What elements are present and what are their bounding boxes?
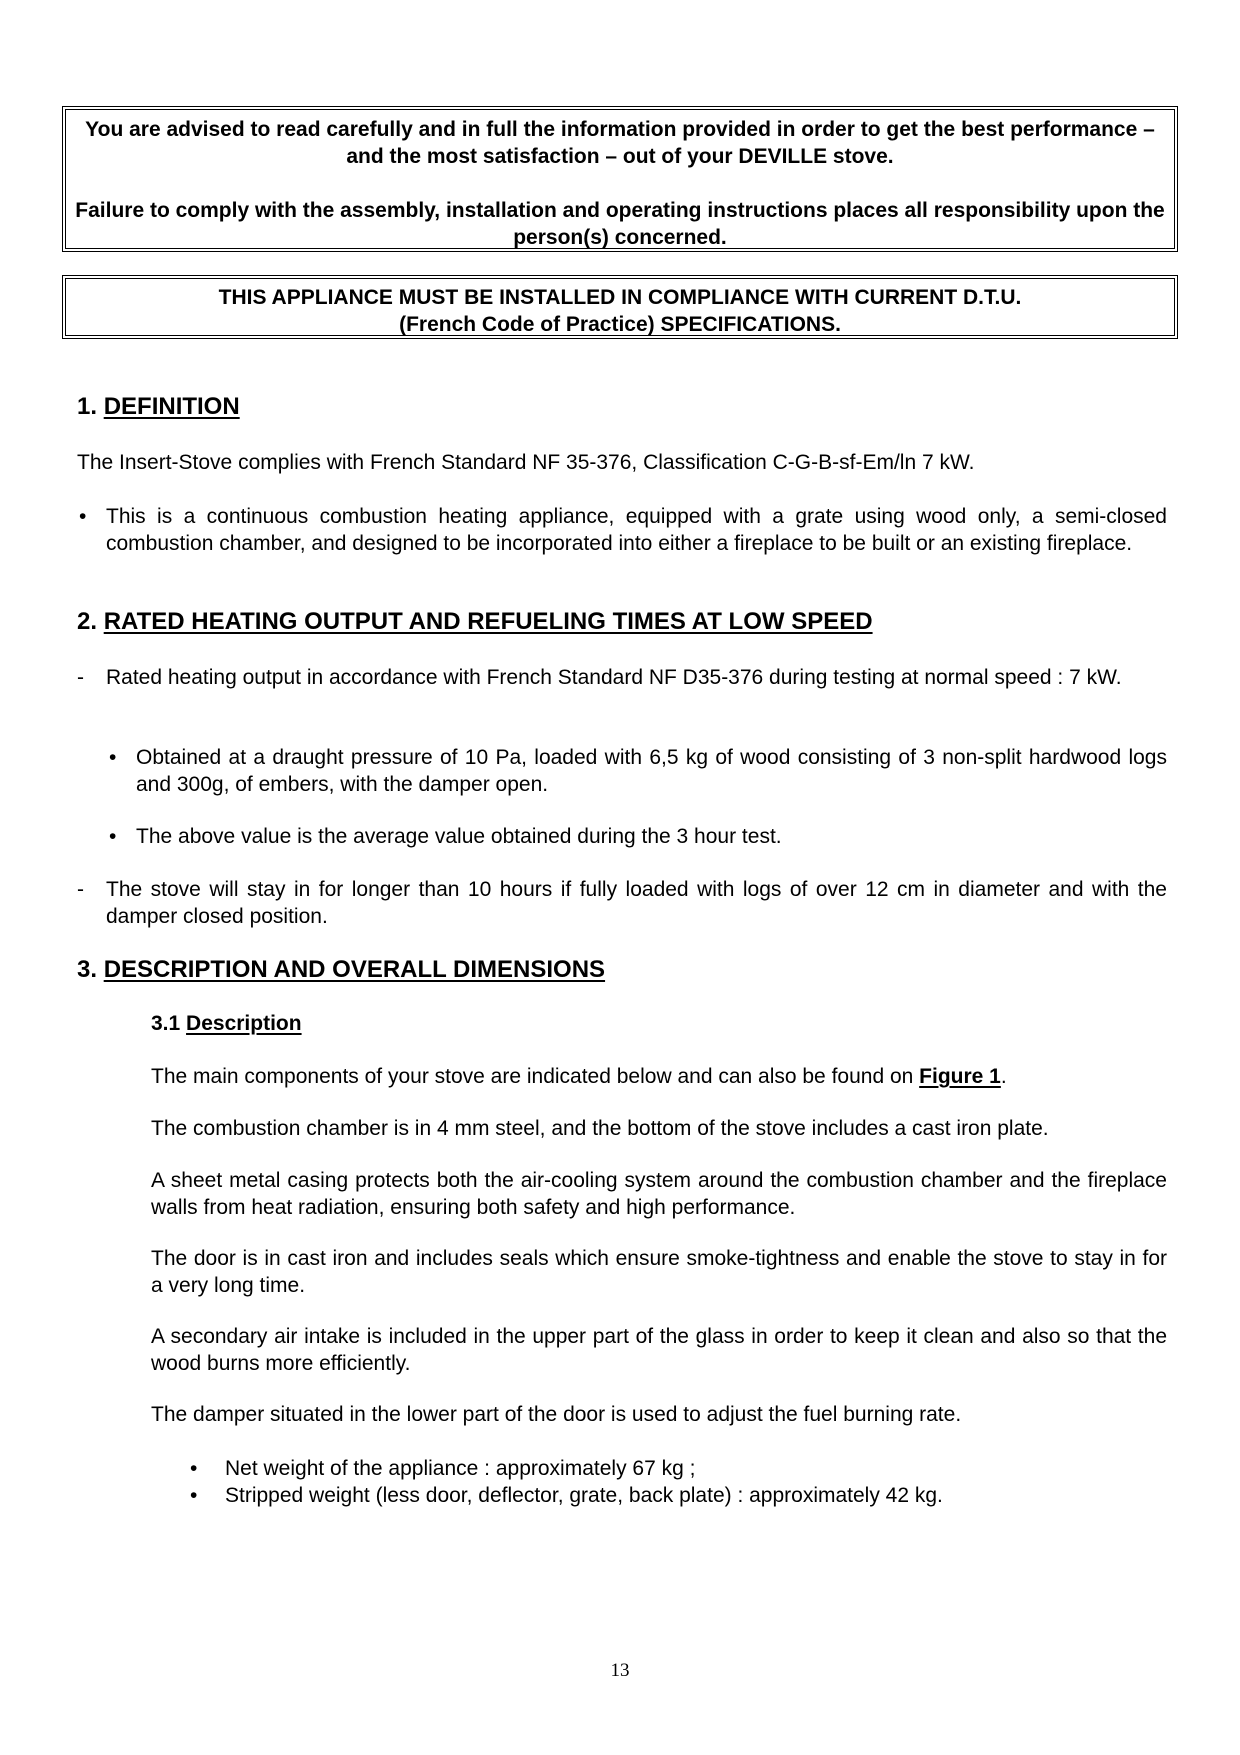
compliance-notice-line-1: THIS APPLIANCE MUST BE INSTALLED IN COMPLIANCE WITH CURRENT D.T.U.: [218, 286, 1022, 309]
advice-notice-text: You are advised to read carefully and in full the information provided in order to get the best performance – and the most satisfaction – out of your DEVILLE stove.: [85, 118, 1155, 168]
subsection-3-1-number: 3.1: [151, 1012, 181, 1035]
section-2-sub-bullet-1: [107, 745, 1167, 799]
subsection-3-1-title: Description: [186, 1012, 302, 1035]
weight-bullet-2: [190, 1483, 1167, 1510]
description-paragraph-6: The damper situated in the lower part of the door is used to adjust the fuel burning rate.: [151, 1403, 962, 1426]
description-paragraph-3: A sheet metal casing protects both the air-cooling system around the combustion chamber and the fireplace walls from heat radiation, ensuring both safety and high performance.: [151, 1169, 1167, 1219]
page-number: 13: [610, 1660, 630, 1681]
net-weight-text: Net weight of the appliance : approximately 67 kg ;: [225, 1457, 696, 1480]
stripped-weight-text: Stripped weight (less door, deflector, grate, back plate) : approximately 42 kg.: [225, 1484, 943, 1507]
figure-1-reference: Figure 1: [919, 1065, 1001, 1088]
description-paragraph-4: The door is in cast iron and includes seals which ensure smoke-tightness and enable the stove to stay in for a very long time.: [151, 1247, 1167, 1297]
compliance-notice-box: [62, 275, 1178, 339]
bullet-mark: •: [190, 1457, 198, 1480]
paragraph-1-text: The main components of your stove are indicated below and can also be found on: [151, 1065, 920, 1088]
compliance-notice-line-2: (French Code of Practice) SPECIFICATIONS.: [399, 313, 841, 336]
section-2-title: RATED HEATING OUTPUT AND REFUELING TIMES AT LOW SPEED: [103, 608, 873, 635]
section-2-item-1-text: Rated heating output in accordance with French Standard NF D35-376 during testing at normal speed : 7 kW.: [106, 666, 1122, 689]
section-3-heading: [77, 955, 605, 985]
section-1-title: DEFINITION: [103, 393, 240, 420]
weight-bullet-1: [190, 1456, 1167, 1483]
section-2-sub-bullet-2: [107, 824, 1167, 851]
description-paragraph-5: A secondary air intake is included in the upper part of the glass in order to keep it clean and also so that the wood burns more efficiently.: [151, 1325, 1167, 1375]
paragraph-1-end: .: [1000, 1065, 1007, 1088]
section-3-title: DESCRIPTION AND OVERALL DIMENSIONS: [103, 956, 606, 983]
section-1-intro: The Insert-Stove complies with French Standard NF 35-376, Classification C-G-B-sf-Em/ln 7 kW.: [77, 451, 975, 474]
section-2-dash-item-2: [77, 877, 1167, 931]
bullet-mark: •: [190, 1484, 198, 1507]
bullet-mark: •: [109, 746, 117, 769]
responsibility-notice-text: Failure to comply with the assembly, installation and operating instructions places all responsibility upon the person(s) concerned.: [75, 199, 1165, 249]
section-2-number: 2.: [77, 608, 98, 635]
section-2-dash-item-1: [77, 665, 1167, 719]
section-1-bullet-item: [77, 504, 1167, 584]
description-paragraph-1: [151, 1064, 1167, 1091]
section-1-number: 1.: [77, 393, 98, 420]
advice-notice-box: [62, 106, 1178, 252]
section-3-number: 3.: [77, 956, 98, 983]
section-2-item-2-text: The stove will stay in for longer than 10 hours if fully loaded with logs of over 12 cm in diameter and with the damper closed position.: [106, 878, 1167, 928]
section-2-heading: [77, 607, 873, 637]
section-2-sub-bullet-1-text: Obtained at a draught pressure of 10 Pa, loaded with 6,5 kg of wood consisting of 3 non-split hardwood logs and 300g, of embers, with the damper open.: [136, 746, 1167, 796]
dash-mark: -: [77, 878, 84, 901]
description-paragraph-2: The combustion chamber is in 4 mm steel, and the bottom of the stove includes a cast iron plate.: [151, 1117, 1049, 1140]
section-1-bullet-text: This is a continuous combustion heating appliance, equipped with a grate using wood only, a semi-closed combustion chamber, and designed to be incorporated into either a fireplace to be built or an existing fireplace.: [106, 505, 1167, 555]
bullet-mark: •: [79, 505, 87, 528]
dash-mark: -: [77, 666, 84, 689]
section-2-sub-bullet-2-text: The above value is the average value obtained during the 3 hour test.: [136, 825, 782, 848]
subsection-3-1-heading: [151, 1010, 302, 1037]
bullet-mark: •: [109, 825, 117, 848]
section-1-heading: [77, 392, 240, 422]
